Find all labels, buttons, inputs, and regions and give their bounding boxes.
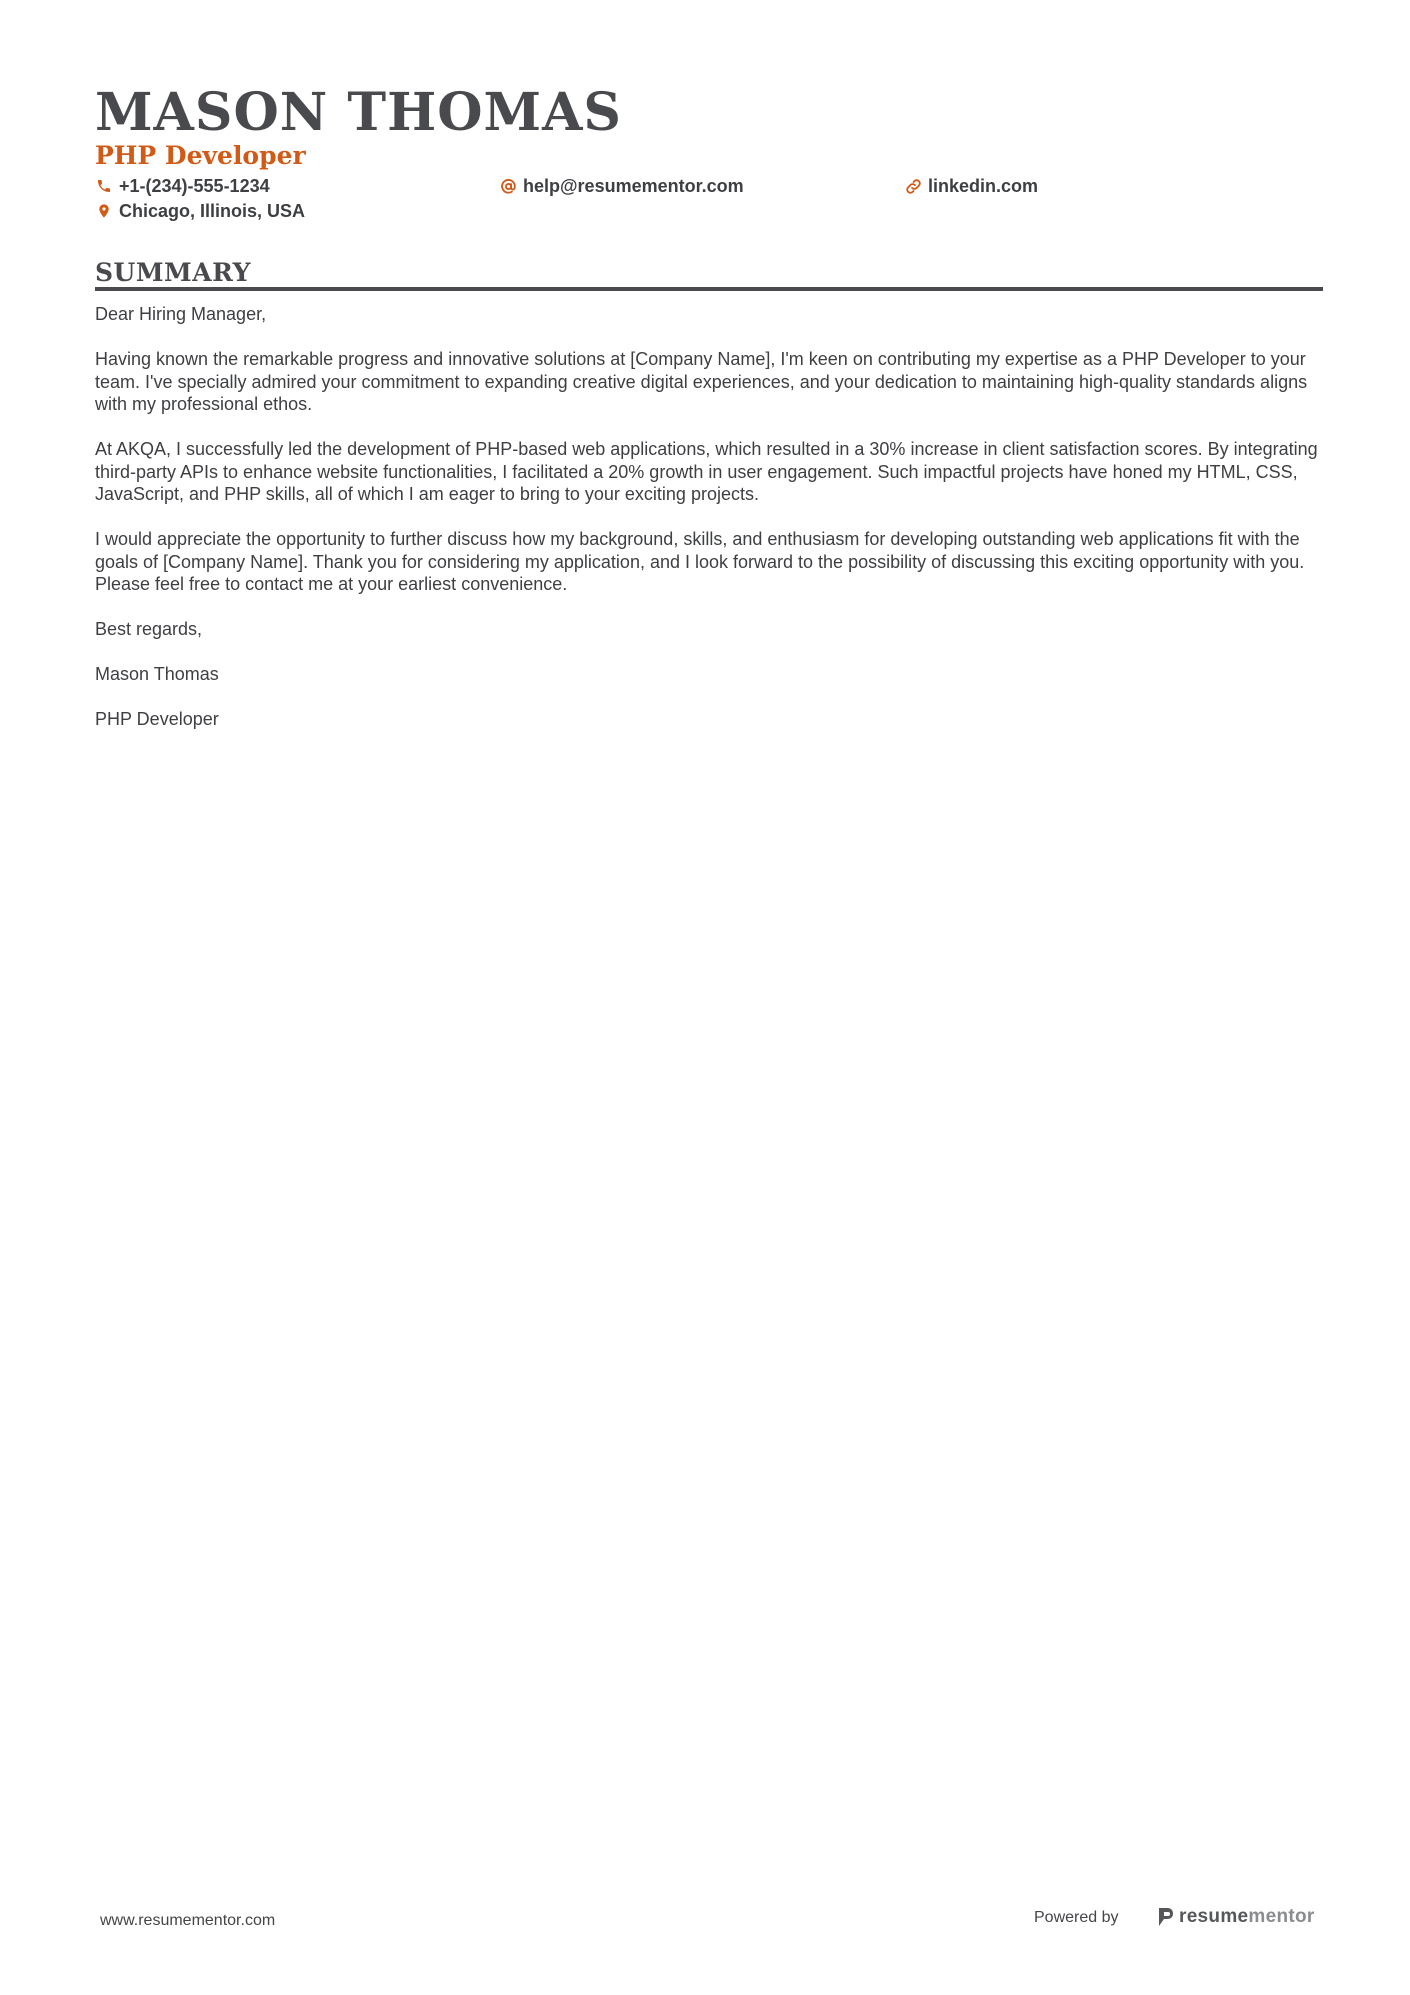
brand-word-mentor: mentor xyxy=(1248,1906,1315,1927)
job-title: PHP Developer xyxy=(95,141,306,170)
link-text: linkedin.com xyxy=(928,176,1039,196)
signature-name: Mason Thomas xyxy=(95,664,219,684)
brand-wordmark xyxy=(1179,1905,1315,1929)
location-text: Chicago, Illinois, USA xyxy=(119,201,306,221)
phone-text: +1-(234)-555-1234 xyxy=(119,176,270,196)
contact-phone[interactable] xyxy=(95,174,270,198)
resumementor-logo[interactable] xyxy=(1157,1905,1315,1929)
phone-icon xyxy=(95,177,113,195)
signature-title: PHP Developer xyxy=(95,709,219,729)
resumementor-logo-icon xyxy=(1157,1906,1175,1928)
contact-location xyxy=(95,199,305,223)
powered-by-label: Powered by xyxy=(1034,1909,1119,1926)
email-text: help@resumementor.com xyxy=(523,176,744,196)
letter-body xyxy=(95,303,1323,753)
candidate-name: MASON THOMAS xyxy=(95,82,622,143)
letter-paragraph: At AKQA, I successfully led the development of PHP-based web applications, which resulted in a 30% increase in client satisfaction scores. By integrating third-party APIs to enhance website functionalities, I facilitated a 20% growth in user engagement. Such impactful projects have honed my HTML, CSS, JavaScript, and PHP skills, all of which I am eager to bring to your exciting projects. xyxy=(95,439,1318,504)
letter-paragraph: I would appreciate the opportunity to further discuss how my background, skills, and enthusiasm for developing outstanding web applications fit with the goals of [Company Name]. Thank you for considering my application, and I look forward to the possibility of discussing this exciting opportunity with you. Please feel free to contact me at your earliest convenience. xyxy=(95,529,1305,594)
salutation: Dear Hiring Manager, xyxy=(95,304,267,324)
footer-url[interactable]: www.resumementor.com xyxy=(100,1912,276,1929)
map-pin-icon xyxy=(95,202,113,220)
link-icon xyxy=(904,177,922,195)
contact-link[interactable] xyxy=(904,174,1038,198)
at-icon xyxy=(499,177,517,195)
section-divider xyxy=(95,287,1323,291)
contact-email[interactable] xyxy=(499,174,744,198)
brand-word-resume: resume xyxy=(1179,1906,1249,1927)
closing: Best regards, xyxy=(95,619,203,639)
letter-paragraph: Having known the remarkable progress and innovative solutions at [Company Name], I'm keen on contributing my expertise as a PHP Developer to your team. I've specially admired your commitment to expanding creative digital experiences, and your dedication to maintaining high-quality standards aligns with my professional ethos. xyxy=(95,349,1308,414)
summary-heading: SUMMARY xyxy=(95,258,251,287)
